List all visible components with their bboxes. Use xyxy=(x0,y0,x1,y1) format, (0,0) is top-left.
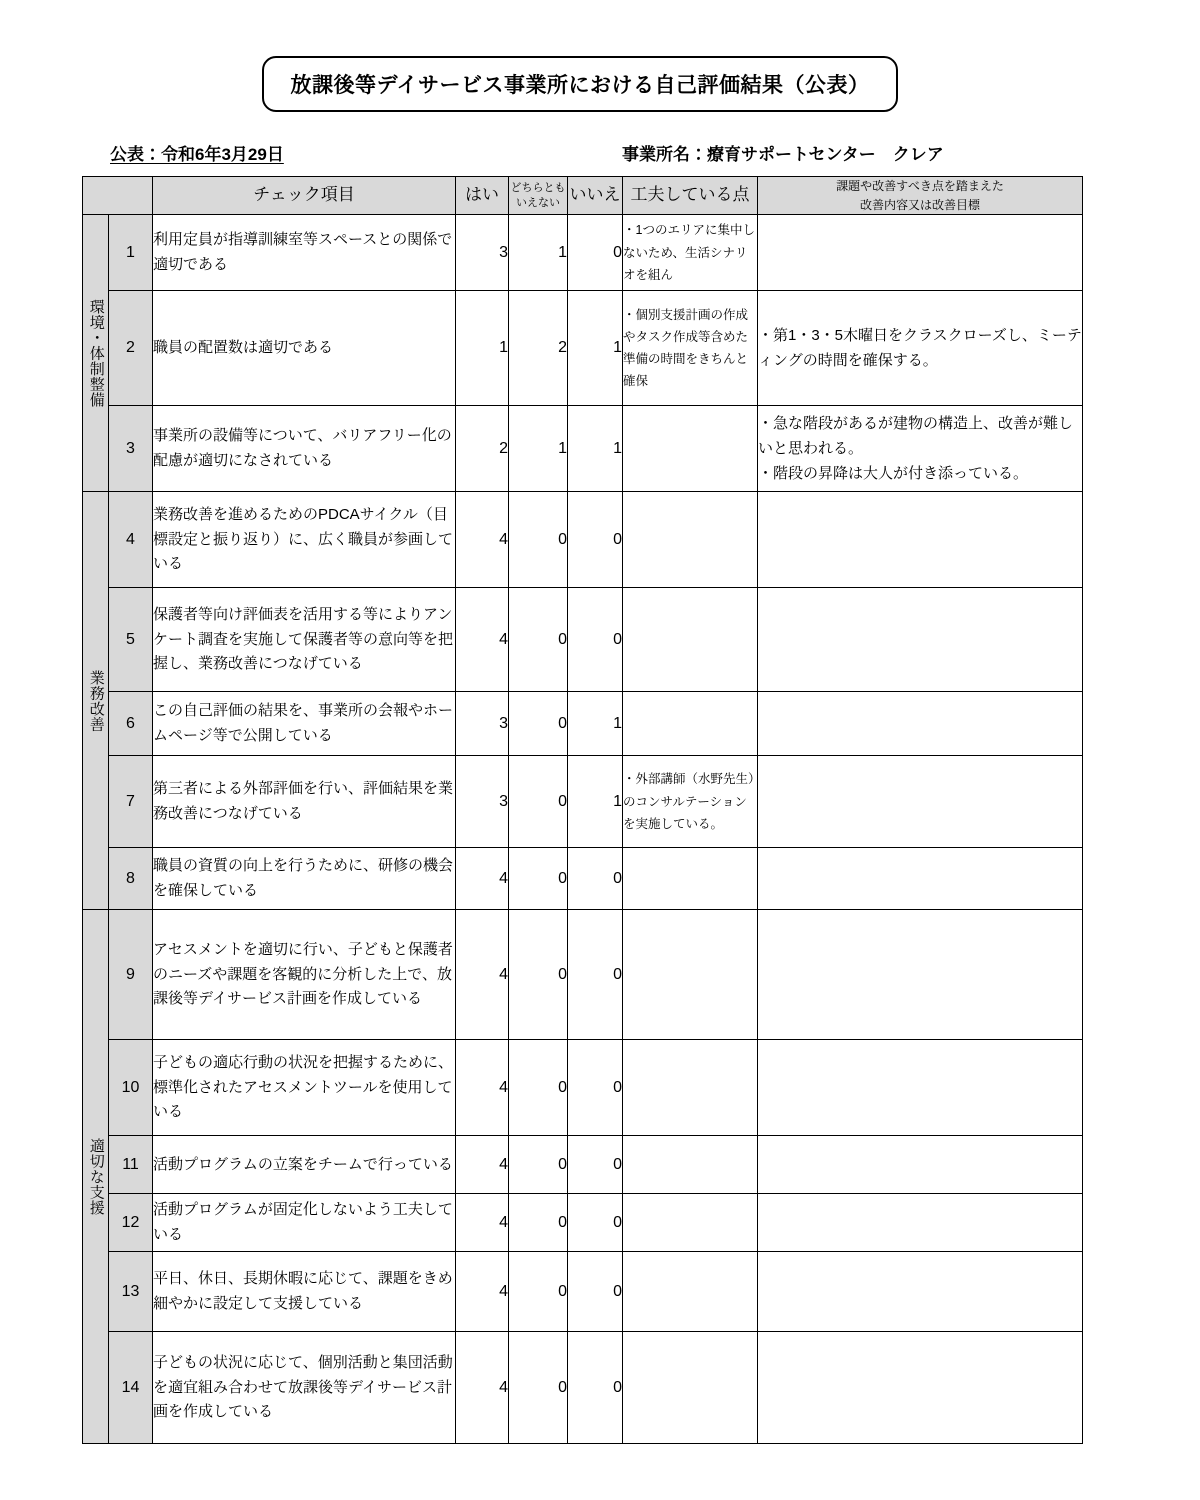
header-cell-yes: はい xyxy=(456,177,509,215)
score-either xyxy=(509,215,568,291)
kufu-note-line: ・個別支援計画の作成やタスク作成等含めた準備の時間をきちんと確保 xyxy=(623,307,749,389)
row-number-line: 14 xyxy=(121,1378,140,1396)
row-number xyxy=(109,1040,153,1136)
kufu-note-line: ・1つのエリアに集中しないため、生活シナリオを組ん xyxy=(623,223,755,282)
score-either xyxy=(509,492,568,588)
table-row xyxy=(83,1136,1083,1194)
kufu-note xyxy=(623,588,758,692)
score-no xyxy=(568,1252,623,1332)
score-either xyxy=(509,848,568,910)
score-either xyxy=(509,291,568,406)
check-item-text xyxy=(153,1136,456,1194)
kaizen-note xyxy=(758,848,1083,910)
row-number xyxy=(109,588,153,692)
check-item-text-line: 子どもの適応行動の状況を把握するために、標準化されたアセスメントツールを使用している xyxy=(153,1054,454,1120)
score-no-line: 0 xyxy=(613,869,622,887)
category-label-text: 環境・体制整備 xyxy=(87,298,105,408)
row-number xyxy=(109,406,153,492)
kufu-note xyxy=(623,1252,758,1332)
table-row xyxy=(83,1252,1083,1332)
kaizen-note xyxy=(758,291,1083,406)
row-number-line: 1 xyxy=(126,243,135,261)
table-row xyxy=(83,1040,1083,1136)
category-label-text: 業務改善 xyxy=(87,669,105,732)
score-no-line: 1 xyxy=(613,339,622,357)
score-yes-line: 4 xyxy=(499,869,508,887)
check-item-text xyxy=(153,848,456,910)
score-yes-line: 4 xyxy=(499,1282,508,1300)
check-item-text-line: 活動プログラムが固定化しないよう工夫している xyxy=(153,1201,453,1243)
self-evaluation-table xyxy=(82,176,1083,1444)
score-yes xyxy=(456,1136,509,1194)
row-number-line: 7 xyxy=(126,792,135,810)
kufu-note xyxy=(623,756,758,848)
title-box xyxy=(262,56,898,112)
check-item-text-line: 活動プログラムの立案をチームで行っている xyxy=(153,1155,453,1173)
header-cell-category xyxy=(83,177,153,215)
row-number xyxy=(109,1332,153,1444)
category-label-1 xyxy=(83,492,109,910)
check-item-text-line: 第三者による外部評価を行い、評価結果を業務改善につなげている xyxy=(153,780,454,822)
kufu-note xyxy=(623,1040,758,1136)
kaizen-note xyxy=(758,215,1083,291)
kaizen-note xyxy=(758,910,1083,1040)
check-item-text-line: この自己評価の結果を、事業所の会報やホームページ等で公開している xyxy=(153,702,454,744)
score-either-line: 2 xyxy=(558,339,567,357)
score-either-line: 0 xyxy=(558,530,567,548)
row-number-line: 2 xyxy=(126,339,135,357)
self-evaluation-table-wrapper xyxy=(82,176,1082,1444)
score-no-line: 0 xyxy=(613,1378,622,1396)
header-cell-item: チェック項目 xyxy=(153,177,456,215)
row-number-line: 5 xyxy=(126,630,135,648)
score-no xyxy=(568,1136,623,1194)
table-header xyxy=(83,177,1083,215)
score-either-line: 0 xyxy=(558,1078,567,1096)
score-either xyxy=(509,910,568,1040)
page-title: 放課後等デイサービス事業所における自己評価結果（公表） xyxy=(290,74,870,97)
score-no xyxy=(568,756,623,848)
table-row xyxy=(83,492,1083,588)
row-number-line: 9 xyxy=(126,965,135,983)
kufu-note xyxy=(623,492,758,588)
kaizen-note xyxy=(758,492,1083,588)
score-either-line: 0 xyxy=(558,869,567,887)
score-yes xyxy=(456,1040,509,1136)
table-header-row xyxy=(83,177,1083,215)
score-no xyxy=(568,406,623,492)
score-no-line: 1 xyxy=(613,714,622,732)
table-row xyxy=(83,406,1083,492)
row-number xyxy=(109,1194,153,1252)
check-item-text xyxy=(153,291,456,406)
score-yes xyxy=(456,406,509,492)
score-either-line: 0 xyxy=(558,1282,567,1300)
score-either-line: 0 xyxy=(558,1213,567,1231)
table-row xyxy=(83,692,1083,756)
kufu-note xyxy=(623,910,758,1040)
score-no xyxy=(568,1194,623,1252)
check-item-text xyxy=(153,1252,456,1332)
score-either xyxy=(509,1252,568,1332)
score-yes-line: 3 xyxy=(499,243,508,261)
score-either xyxy=(509,1332,568,1444)
check-item-text xyxy=(153,756,456,848)
score-no-line: 0 xyxy=(613,243,622,261)
kufu-note xyxy=(623,1194,758,1252)
header-either-line1: どちらとも xyxy=(510,181,566,194)
score-no xyxy=(568,1040,623,1136)
score-either xyxy=(509,756,568,848)
table-row xyxy=(83,910,1083,1040)
row-number-line: 8 xyxy=(126,869,135,887)
check-item-text-line: 業務改善を進めるためのPDCAサイクル（目標設定と振り返り）に、広く職員が参画している xyxy=(153,506,454,572)
kaizen-note xyxy=(758,1332,1083,1444)
score-yes xyxy=(456,588,509,692)
row-number xyxy=(109,1136,153,1194)
score-either xyxy=(509,1136,568,1194)
header-cell-either xyxy=(509,177,568,215)
score-yes-line: 4 xyxy=(499,1078,508,1096)
score-no xyxy=(568,1332,623,1444)
category-label-text: 適切な支援 xyxy=(87,1137,105,1216)
score-yes-line: 2 xyxy=(499,439,508,457)
kaizen-note xyxy=(758,692,1083,756)
kaizen-note xyxy=(758,1252,1083,1332)
header-kaizen-line1: 課題や改善すべき点を踏まえた xyxy=(836,179,1004,193)
kaizen-note xyxy=(758,756,1083,848)
score-yes-line: 4 xyxy=(499,530,508,548)
check-item-text-line: 保護者等向け評価表を活用する等によりアンケート調査を実施して保護者等の意向等を把握し、業務改善につなげている xyxy=(153,606,454,672)
score-yes xyxy=(456,291,509,406)
check-item-text xyxy=(153,1332,456,1444)
score-yes-line: 4 xyxy=(499,630,508,648)
score-either-line: 1 xyxy=(558,243,567,261)
table-row xyxy=(83,291,1083,406)
score-yes-line: 4 xyxy=(499,1378,508,1396)
score-no-line: 0 xyxy=(613,1078,622,1096)
score-either xyxy=(509,1040,568,1136)
score-yes-line: 4 xyxy=(499,1155,508,1173)
row-number xyxy=(109,492,153,588)
kaizen-note-line: ・急な階段があるが建物の構造上、改善が難しいと思われる。 xyxy=(758,414,1074,458)
score-yes-line: 1 xyxy=(499,339,508,357)
row-number xyxy=(109,756,153,848)
check-item-text-line: アセスメントを適切に行い、子どもと保護者のニーズや課題を客観的に分析した上で、放課後等デイサービス計画を作成している xyxy=(153,941,453,1007)
row-number-line: 11 xyxy=(122,1155,139,1173)
row-number-line: 6 xyxy=(126,714,135,732)
row-number xyxy=(109,848,153,910)
score-no xyxy=(568,692,623,756)
score-no-line: 0 xyxy=(613,965,622,983)
score-yes xyxy=(456,1194,509,1252)
score-yes-line: 3 xyxy=(499,792,508,810)
kaizen-note xyxy=(758,1136,1083,1194)
check-item-text xyxy=(153,692,456,756)
table-row xyxy=(83,1194,1083,1252)
header-cell-kufu: 工夫している点 xyxy=(623,177,758,215)
score-either-line: 0 xyxy=(558,630,567,648)
header-cell-kaizen xyxy=(758,177,1083,215)
score-no xyxy=(568,492,623,588)
score-yes xyxy=(456,848,509,910)
score-yes xyxy=(456,756,509,848)
kaizen-note-line: ・階段の昇降は大人が付き添っている。 xyxy=(758,465,1029,483)
published-date: 公表：令和6年3月29日 xyxy=(110,145,284,164)
category-label-0 xyxy=(83,215,109,492)
row-number-line: 12 xyxy=(121,1213,140,1231)
check-item-text-line: 職員の配置数は適切である xyxy=(153,339,334,357)
row-number xyxy=(109,692,153,756)
check-item-text xyxy=(153,1194,456,1252)
row-number xyxy=(109,910,153,1040)
check-item-text xyxy=(153,1040,456,1136)
kufu-note xyxy=(623,291,758,406)
check-item-text xyxy=(153,215,456,291)
row-number-line: 10 xyxy=(121,1078,140,1096)
row-number-line: 4 xyxy=(126,530,135,548)
check-item-text xyxy=(153,910,456,1040)
kufu-note xyxy=(623,848,758,910)
row-number xyxy=(109,215,153,291)
row-number xyxy=(109,1252,153,1332)
score-no-line: 0 xyxy=(613,1213,622,1231)
score-yes xyxy=(456,910,509,1040)
score-yes xyxy=(456,1252,509,1332)
score-no xyxy=(568,215,623,291)
kufu-note-line: ・外部講師（水野先生）のコンサルテーションを実施している。 xyxy=(623,772,755,831)
check-item-text-line: 職員の資質の向上を行うために、研修の機会を確保している xyxy=(153,857,454,899)
score-either-line: 0 xyxy=(558,792,567,810)
check-item-text-line: 子どもの状況に応じて、個別活動と集団活動を適宜組み合わせて放課後等デイサービス計画を作成している xyxy=(153,1354,453,1420)
meta-row xyxy=(82,140,1082,168)
table-body xyxy=(83,215,1083,1444)
check-item-text-line: 平日、休日、長期休暇に応じて、課題をきめ細やかに設定して支援している xyxy=(153,1270,453,1312)
score-either-line: 0 xyxy=(558,714,567,732)
score-yes xyxy=(456,215,509,291)
score-no xyxy=(568,910,623,1040)
header-either-line2: いえない xyxy=(516,196,560,209)
kaizen-note xyxy=(758,406,1083,492)
score-yes xyxy=(456,1332,509,1444)
score-no xyxy=(568,588,623,692)
title-box-wrapper xyxy=(262,56,898,112)
table-row xyxy=(83,588,1083,692)
check-item-text-line: 事業所の設備等について、バリアフリー化の配慮が適切になされている xyxy=(153,427,452,469)
kufu-note xyxy=(623,406,758,492)
row-number-line: 3 xyxy=(126,439,135,457)
score-yes xyxy=(456,692,509,756)
score-either-line: 0 xyxy=(558,1155,567,1173)
kufu-note xyxy=(623,692,758,756)
score-either xyxy=(509,406,568,492)
kaizen-note xyxy=(758,1040,1083,1136)
score-either-line: 0 xyxy=(558,965,567,983)
score-either-line: 1 xyxy=(558,439,567,457)
header-kaizen-line2: 改善内容又は改善目標 xyxy=(859,197,980,212)
header-cell-no: いいえ xyxy=(568,177,623,215)
check-item-text-line: 利用定員が指導訓練室等スペースとの関係で適切である xyxy=(153,231,453,273)
table-row xyxy=(83,848,1083,910)
office-name: 事業所名：療育サポートセンター クレア xyxy=(622,145,944,164)
table-row xyxy=(83,215,1083,291)
category-label-2 xyxy=(83,910,109,1444)
score-yes xyxy=(456,492,509,588)
kaizen-note xyxy=(758,588,1083,692)
row-number-line: 13 xyxy=(121,1282,140,1300)
table-row xyxy=(83,1332,1083,1444)
score-either xyxy=(509,588,568,692)
kufu-note xyxy=(623,215,758,291)
score-yes-line: 3 xyxy=(499,714,508,732)
score-either xyxy=(509,692,568,756)
kufu-note xyxy=(623,1332,758,1444)
kaizen-note-line: ・第1・3・5木曜日をクラスクローズし、ミーティングの時間を確保する。 xyxy=(758,327,1082,370)
score-no-line: 0 xyxy=(613,530,622,548)
check-item-text xyxy=(153,588,456,692)
score-no-line: 0 xyxy=(613,630,622,648)
kufu-note xyxy=(623,1136,758,1194)
row-number xyxy=(109,291,153,406)
score-no xyxy=(568,291,623,406)
kaizen-note xyxy=(758,1194,1083,1252)
score-either-line: 0 xyxy=(558,1378,567,1396)
score-yes-line: 4 xyxy=(499,1213,508,1231)
score-no-line: 1 xyxy=(613,792,622,810)
score-yes-line: 4 xyxy=(499,965,508,983)
score-no-line: 0 xyxy=(613,1282,622,1300)
check-item-text xyxy=(153,406,456,492)
check-item-text xyxy=(153,492,456,588)
score-no-line: 0 xyxy=(613,1155,622,1173)
score-no-line: 1 xyxy=(613,439,622,457)
table-row xyxy=(83,756,1083,848)
score-either xyxy=(509,1194,568,1252)
score-no xyxy=(568,848,623,910)
